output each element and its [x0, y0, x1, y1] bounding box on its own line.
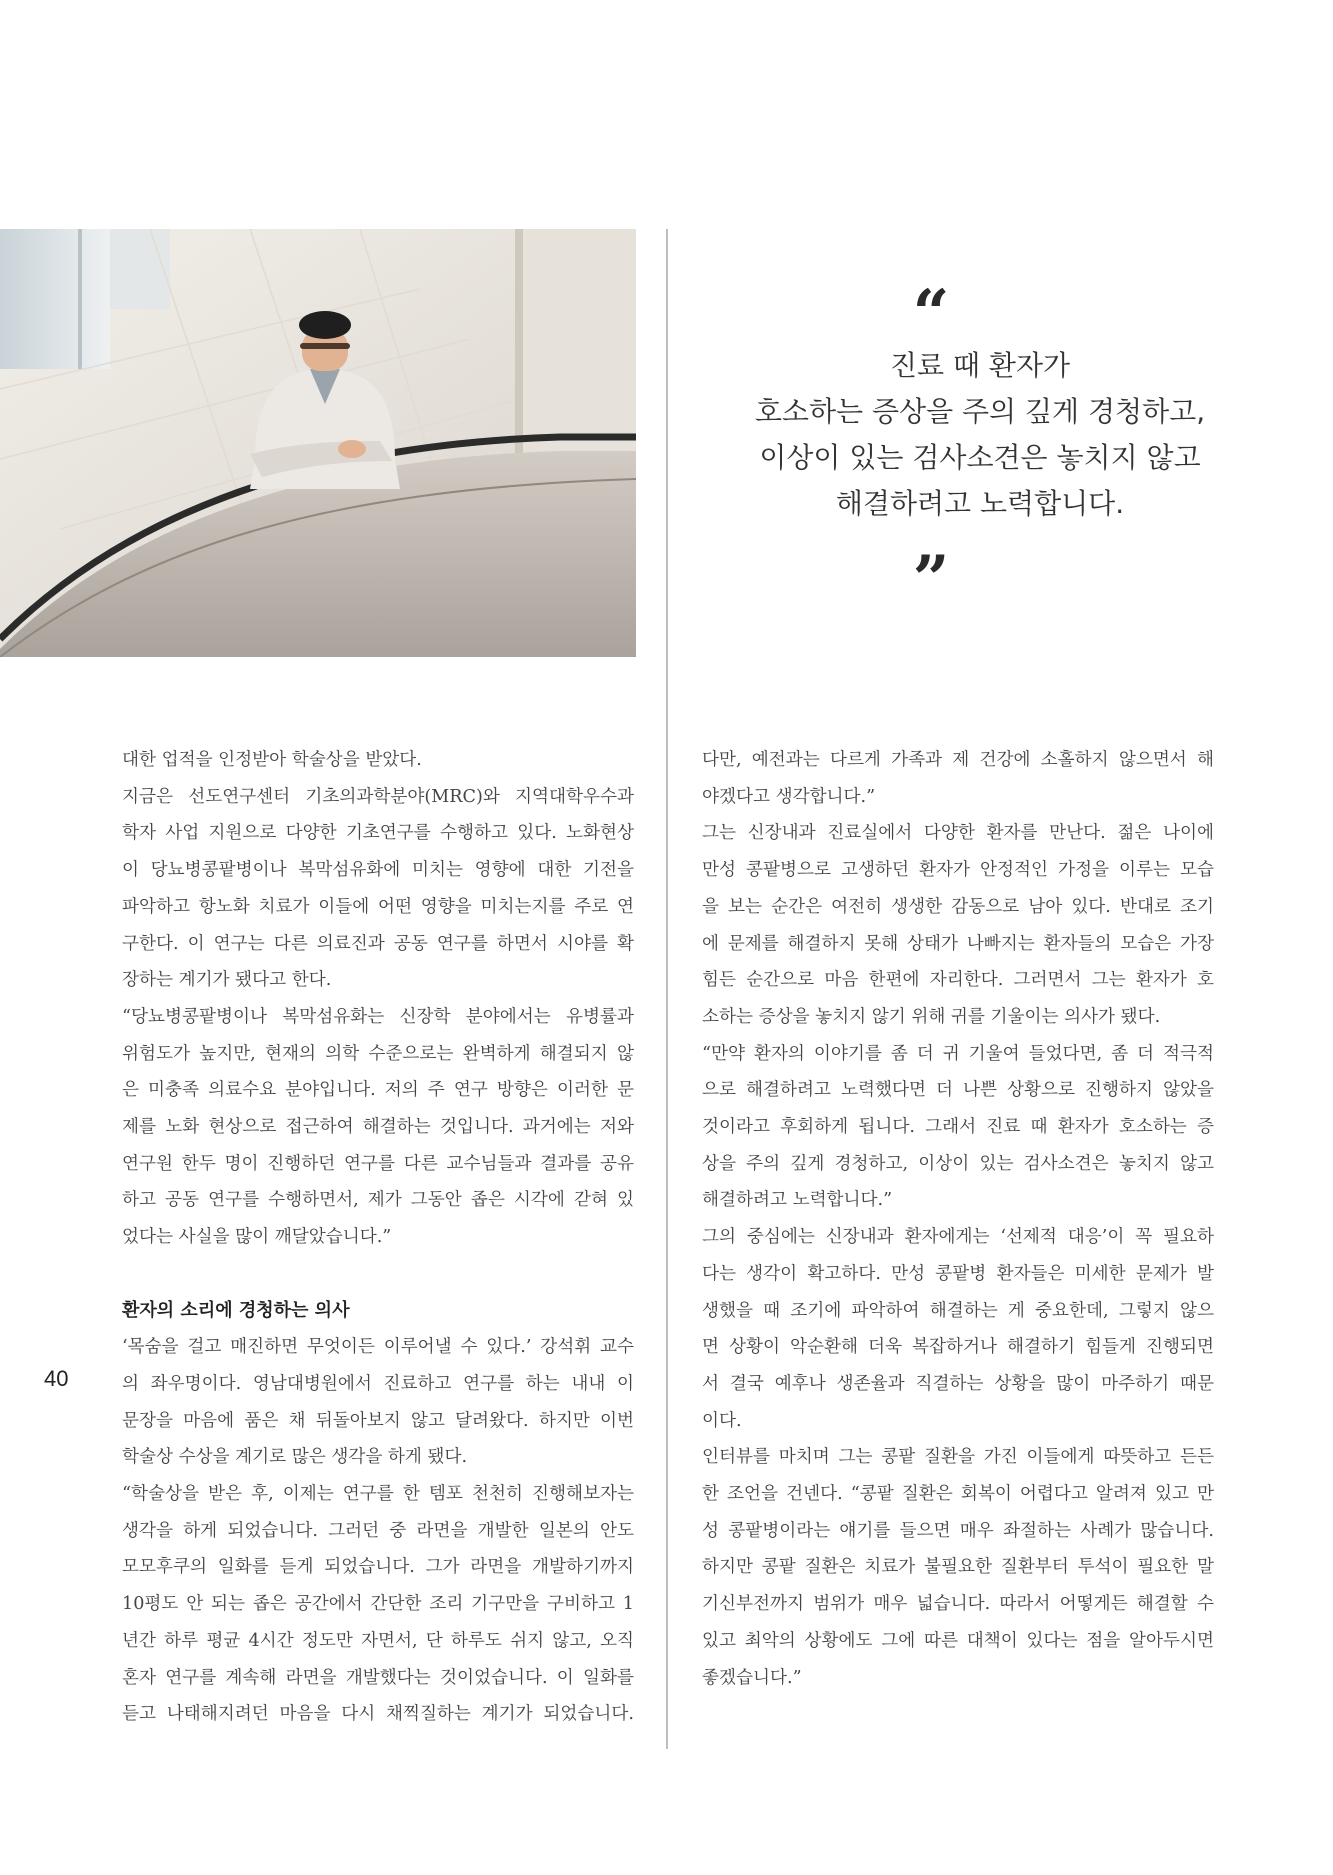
body-line: 지금은 선도연구센터 기초의과학분야(MRC)와 지역대학우수과: [122, 786, 634, 807]
doctor-photo: [0, 229, 636, 657]
body-line: 년간 하루 평균 4시간 정도만 자면서, 단 하루도 쉬지 않고, 오직: [122, 1630, 634, 1651]
body-line: 파악하고 항노화 치료가 이들에 어떤 영향을 미치는지를 주로 연: [122, 896, 634, 917]
body-line: 의 좌우명이다. 영남대병원에서 진료하고 연구를 하는 내내 이: [122, 1373, 634, 1394]
body-line: 하지만 콩팥 질환은 치료가 불필요한 질환부터 투석이 필요한 말: [702, 1557, 1214, 1578]
body-line: 상을 주의 깊게 경청하고, 이상이 있는 검사소견은 놓치지 않고: [702, 1153, 1214, 1174]
body-line: 은 미충족 의료수요 분야입니다. 저의 주 연구 방향은 이러한 문: [122, 1080, 634, 1101]
body-line: 위험도가 높지만, 현재의 의학 수준으로는 완벽하게 해결되지 않: [122, 1043, 634, 1064]
body-line: 만성 콩팥병으로 고생하던 환자가 안정적인 가정을 이루는 모습: [702, 860, 1214, 881]
pull-quote-line: 해결하려고 노력합니다.: [835, 487, 1125, 520]
body-line: 그의 중심에는 신장내과 환자에게는 ‘선제적 대응’이 꼭 필요하: [702, 1227, 1214, 1248]
body-line: 연구원 한두 명이 진행하던 연구를 다른 교수님들과 결과를 공유: [122, 1153, 634, 1174]
body-line: 야겠다고 생각합니다.”: [702, 786, 876, 807]
body-line: 장하는 계기가 됐다고 한다.: [122, 970, 332, 991]
body-line: 다만, 예전과는 다르게 가족과 제 건강에 소홀하지 않으면서 해: [702, 750, 1214, 770]
body-line: 서 결국 예후나 생존율과 직결하는 상황을 많이 마주하기 때문: [702, 1373, 1214, 1394]
body-line: 이 당뇨병콩팥병이나 복막섬유화에 미치는 영향에 대한 기전을: [122, 860, 634, 881]
body-line: “학술상을 받은 후, 이제는 연구를 한 템포 천천히 진행해보자는: [122, 1484, 634, 1505]
body-line: 면 상황이 악순환해 더욱 복잡하거나 해결하기 힘들게 진행되면: [702, 1337, 1214, 1358]
page-number: 40: [44, 1366, 69, 1391]
body-line: 힘든 순간으로 마음 한편에 자리한다. 그러면서 그는 환자가 호: [702, 970, 1214, 991]
body-line: 혼자 연구를 계속해 라면을 개발했다는 것이었습니다. 이 일화를: [122, 1667, 634, 1688]
body-line: “만약 환자의 이야기를 좀 더 귀 기울여 들었다면, 좀 더 적극적: [702, 1043, 1214, 1064]
body-line: 것이라고 후회하게 됩니다. 그래서 진료 때 환자가 호소하는 증: [702, 1117, 1214, 1138]
body-line: 생각을 하게 되었습니다. 그러던 중 라면을 개발한 일본의 안도: [122, 1520, 634, 1541]
body-line: 좋겠습니다.”: [702, 1667, 802, 1688]
body-line: 에 문제를 해결하지 못해 상태가 나빠지는 환자들의 모습은 가장: [702, 933, 1214, 954]
body-line: 문장을 마음에 품은 채 뒤돌아보지 않고 달려왔다. 하지만 이번: [122, 1410, 634, 1431]
body-line: 학자 사업 지원으로 다양한 기초연구를 수행하고 있다. 노화현상: [122, 823, 634, 844]
body-line: 으로 해결하려고 노력했다면 더 나쁜 상황으로 진행하지 않았을: [702, 1080, 1214, 1101]
section-heading: 환자의 소리에 경청하는 의사: [122, 1299, 350, 1321]
left-column: [122, 742, 634, 1733]
body-line: 해결하려고 노력합니다.”: [702, 1190, 893, 1211]
body-line: “당뇨병콩팥병이나 복막섬유화는 신장학 분야에서는 유병률과: [122, 1006, 634, 1027]
doctor-photo-illustration: [0, 229, 636, 657]
pull-quote: [700, 343, 1260, 527]
body-line: 구한다. 이 연구는 다른 의료진과 공동 연구를 하면서 시야를 확: [122, 933, 634, 954]
pull-quote-line: 진료 때 환자가: [889, 349, 1071, 382]
body-line: 한 조언을 건넨다. “콩팥 질환은 회복이 어렵다고 알려져 있고 만: [702, 1484, 1214, 1505]
body-line: 제를 노화 현상으로 접근하여 해결하는 것입니다. 과거에는 저와: [122, 1117, 634, 1138]
right-column: [702, 742, 1214, 1696]
body-line: 이다.: [702, 1410, 742, 1431]
pull-quote-line: 이상이 있는 검사소견은 놓치지 않고: [759, 441, 1201, 474]
body-line: 그는 신장내과 진료실에서 다양한 환자를 만난다. 젊은 나이에: [702, 823, 1214, 844]
body-line: 듣고 나태해지려던 마음을 다시 채찍질하는 계기가 되었습니다.: [122, 1704, 634, 1725]
body-line: 기신부전까지 범위가 매우 넓습니다. 따라서 어떻게든 해결할 수: [702, 1594, 1214, 1615]
body-line: 하고 공동 연구를 수행하면서, 제가 그동안 좁은 시각에 갇혀 있: [122, 1190, 634, 1211]
quote-open-mark: “: [912, 276, 950, 351]
body-line: 인터뷰를 마치며 그는 콩팥 질환을 가진 이들에게 따뜻하고 든든: [702, 1447, 1214, 1468]
body-line: 대한 업적을 인정받아 학술상을 받았다.: [122, 750, 422, 770]
body-line: 학술상 수상을 계기로 많은 생각을 하게 됐다.: [122, 1447, 468, 1468]
body-line: 있고 최악의 상황에도 그에 따른 대책이 있다는 점을 알아두시면: [702, 1630, 1214, 1651]
body-line: ‘목숨을 걸고 매진하면 무엇이든 이루어낼 수 있다.’ 강석휘 교수: [122, 1337, 634, 1358]
quote-close-mark: ”: [912, 542, 950, 617]
column-divider: [666, 229, 668, 1749]
body-line: 성 콩팥병이라는 얘기를 들으면 매우 좌절하는 사례가 많습니다.: [702, 1520, 1214, 1541]
body-line: 소하는 증상을 놓치지 않기 위해 귀를 기울이는 의사가 됐다.: [702, 1006, 1161, 1027]
paragraph-gap: [122, 1256, 634, 1293]
body-line: 다는 생각이 확고하다. 만성 콩팥병 환자들은 미세한 문제가 발: [702, 1263, 1214, 1284]
pull-quote-line: 호소하는 증상을 주의 깊게 경청하고,: [754, 395, 1206, 428]
body-line: 었다는 사실을 많이 깨달았습니다.”: [122, 1227, 392, 1248]
body-line: 모모후쿠의 일화를 듣게 되었습니다. 그가 라면을 개발하기까지: [122, 1557, 634, 1578]
body-line: 을 보는 순간은 여전히 생생한 감동으로 남아 있다. 반대로 조기: [702, 896, 1214, 917]
body-line: 생했을 때 조기에 파악하여 해결하는 게 중요한데, 그렇지 않으: [702, 1300, 1214, 1321]
body-line: 10평도 안 되는 좁은 공간에서 간단한 조리 기구만을 구비하고 1: [122, 1594, 634, 1615]
